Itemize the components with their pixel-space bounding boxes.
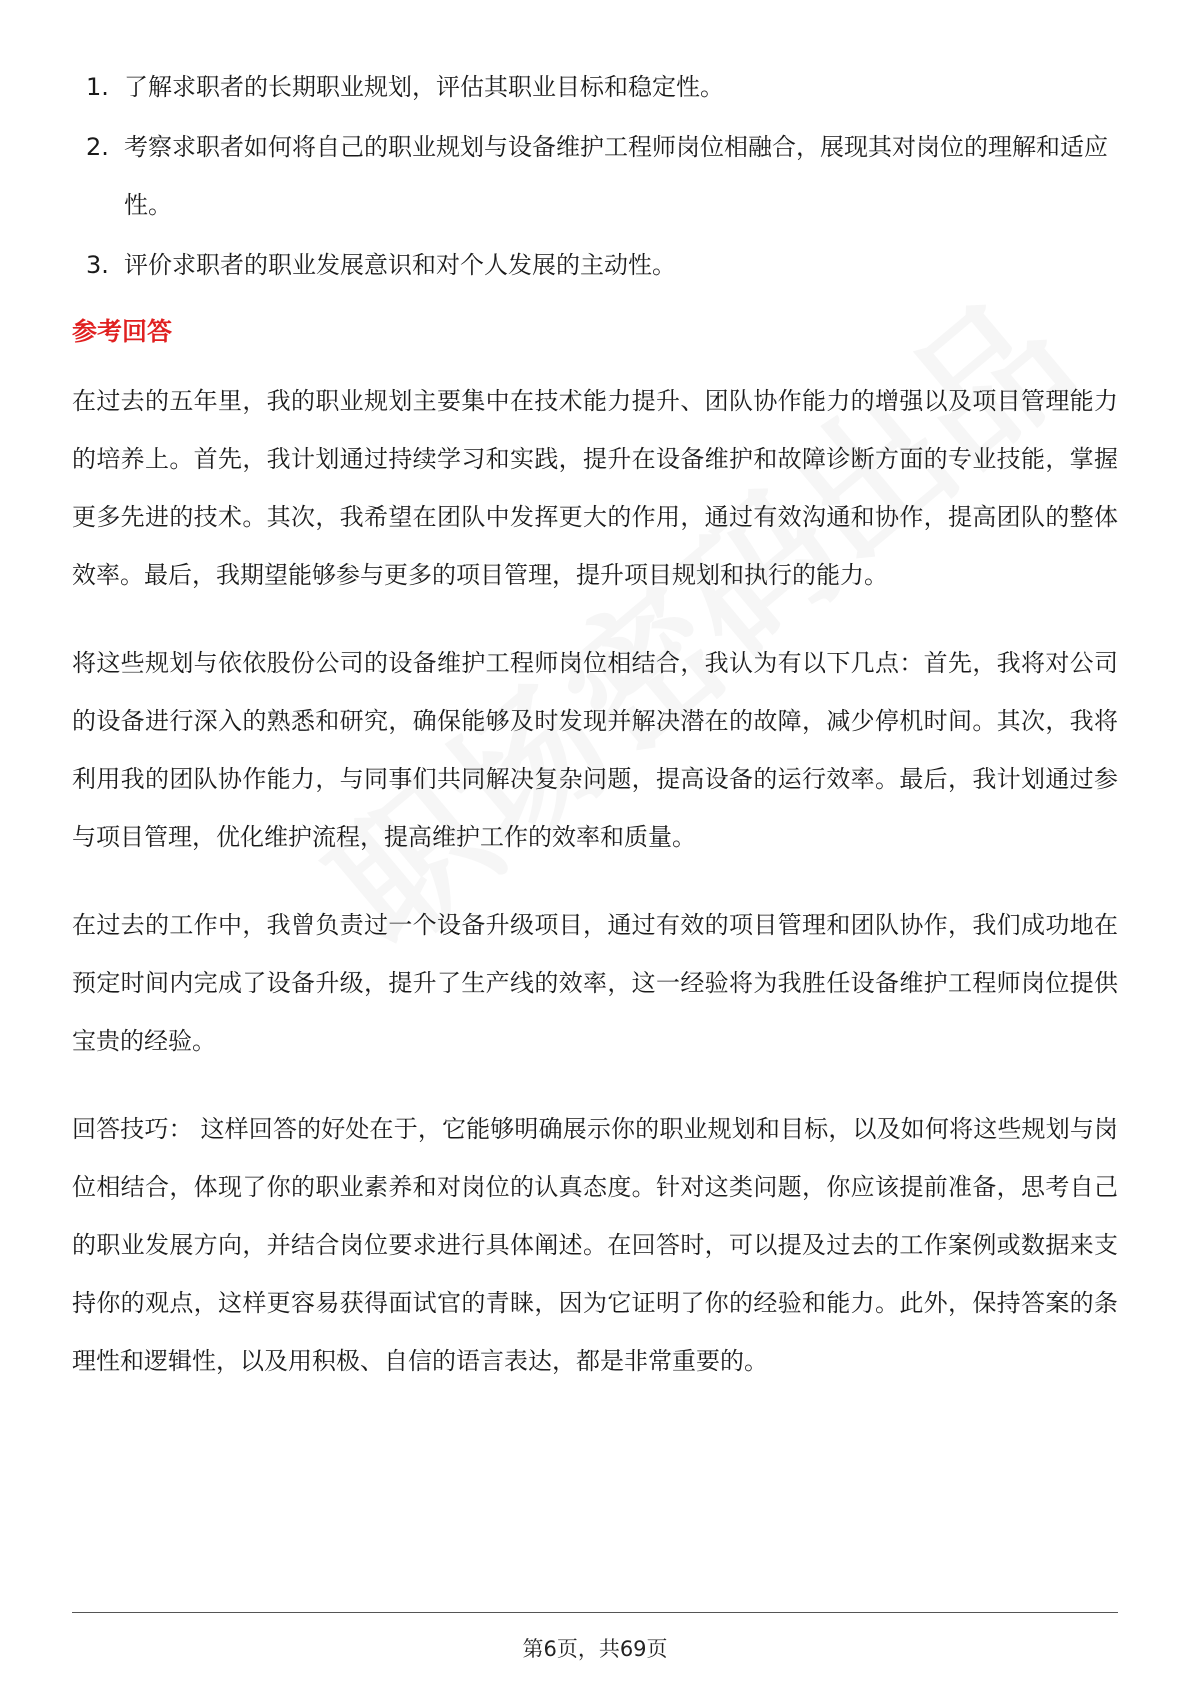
list-item-number: 1.: [86, 73, 109, 101]
answer-tips-paragraph: 回答技巧： 这样回答的好处在于，它能够明确展示你的职业规划和目标，以及如何将这些规划与岗位相结合，体现了你的职业素养和对岗位的认真态度。针对这类问题，你应该提前准备，思考自己的职业发展方向，并结合岗位要求进行具体阐述。在回答时，可以提及过去的工作案例或数据来支持你的观点，这样更容易获得面试官的青睐，因为它证明了你的经验和能力。此外，保持答案的条理性和逻辑性，以及用积极、自信的语言表达，都是非常重要的。: [72, 1115, 1118, 1375]
list-item-text: 考察求职者如何将自己的职业规划与设备维护工程师岗位相融合，展现其对岗位的理解和适应性。: [124, 133, 1108, 219]
answer-paragraph: 将这些规划与依依股份公司的设备维护工程师岗位相结合，我认为有以下几点：首先，我将对公司的设备进行深入的熟悉和研究，确保能够及时发现并解决潜在的故障，减少停机时间。其次，我将利用我的团队协作能力，与同事们共同解决复杂问题，提高设备的运行效率。最后，我计划通过参与项目管理，优化维护流程，提高维护工作的效率和质量。: [72, 649, 1118, 851]
page-number: 第6页，共69页: [522, 1637, 668, 1661]
list-item: [72, 236, 1118, 294]
list-item-number: 3.: [86, 251, 109, 279]
answer-paragraph: 在过去的五年里，我的职业规划主要集中在技术能力提升、团队协作能力的增强以及项目管理能力的培养上。首先，我计划通过持续学习和实践，提升在设备维护和故障诊断方面的专业技能，掌握更多先进的技术。其次，我希望在团队中发挥更大的作用，通过有效沟通和协作，提高团队的整体效率。最后，我期望能够参与更多的项目管理，提升项目规划和执行的能力。: [72, 387, 1118, 589]
list-item: [72, 118, 1118, 234]
list-item: [72, 58, 1118, 116]
footer-divider: [72, 1612, 1118, 1613]
answer-paragraph: 在过去的工作中，我曾负责过一个设备升级项目，通过有效的项目管理和团队协作，我们成功地在预定时间内完成了设备升级，提升了生产线的效率，这一经验将为我胜任设备维护工程师岗位提供宝贵的经验。: [72, 911, 1118, 1055]
document-page: [72, 58, 1118, 1420]
list-item-number: 2.: [86, 133, 109, 161]
list-item-text: 了解求职者的长期职业规划，评估其职业目标和稳定性。: [124, 73, 724, 101]
reference-answer-heading: 参考回答: [72, 317, 173, 346]
evaluation-points-list: [72, 58, 1118, 294]
list-item-text: 评价求职者的职业发展意识和对个人发展的主动性。: [124, 251, 676, 279]
